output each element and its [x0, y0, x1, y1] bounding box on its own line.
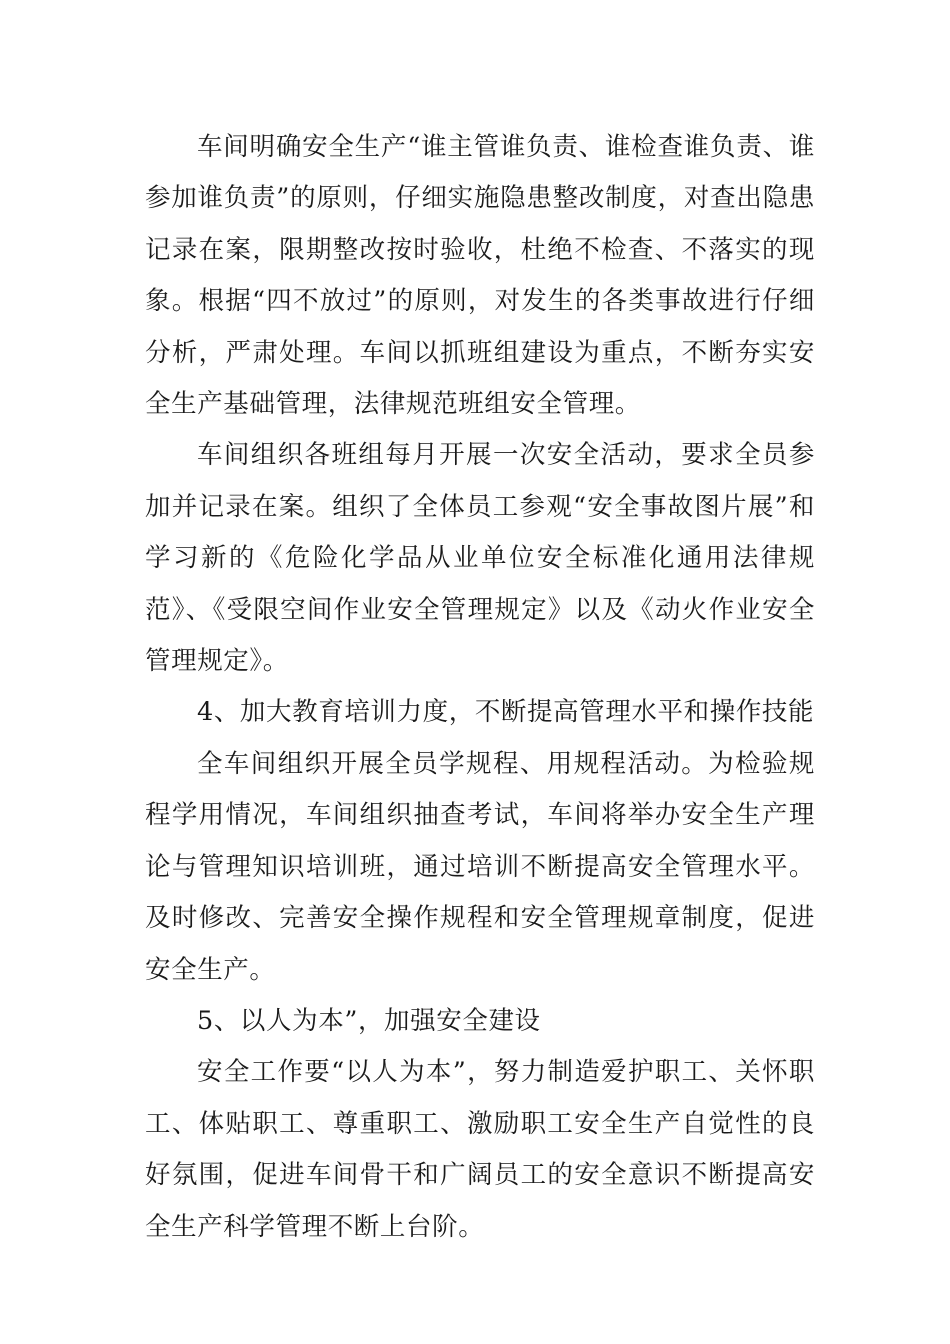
paragraph-people-first: 安全工作要“以人为本”，努力制造爱护职工、关怀职工、体贴职工、尊重职工、激励职工安全生产自觉性的良好氛围，促进车间骨干和广阔员工的安全意识不断提高安全生产科学管理不断上台阶。 — [145, 1057, 815, 1242]
paragraph-training: 全车间组织开展全员学规程、用规程活动。为检验规程学用情况，车间组织抽查考试，车间将举办安全生产理论与管理知识培训班，通过培训不断提高安全管理水平。及时修改、完善安全操作规程和安全管理规章制度，促进安全生产。 — [145, 748, 815, 985]
section-heading-4-training: 4、加大教育培训力度，不断提高管理水平和操作技能 — [197, 697, 815, 728]
section-heading-5-people-first: 5、以人为本”，加强安全建设 — [197, 1005, 541, 1036]
document-body — [145, 122, 815, 1253]
paragraph-safety-activities: 车间组织各班组每月开展一次安全活动，要求全员参加并记录在案。组织了全体员工参观“安全事故图片展”和学习新的《危险化学品从业单位安全标准化通用法律规范》、《受限空间作业安全管理规定》以及《动火作业安全管理规定》。 — [145, 440, 815, 677]
paragraph-safety-responsibility: 车间明确安全生产“谁主管谁负责、谁检查谁负责、谁参加谁负责”的原则，仔细实施隐患整改制度，对查出隐患记录在案，限期整改按时验收，杜绝不检查、不落实的现象。根据“四不放过”的原则，对发生的各类事故进行仔细分析，严肃处理。车间以抓班组建设为重点，不断夯实安全生产基础管理，法律规范班组安全管理。 — [145, 132, 815, 420]
